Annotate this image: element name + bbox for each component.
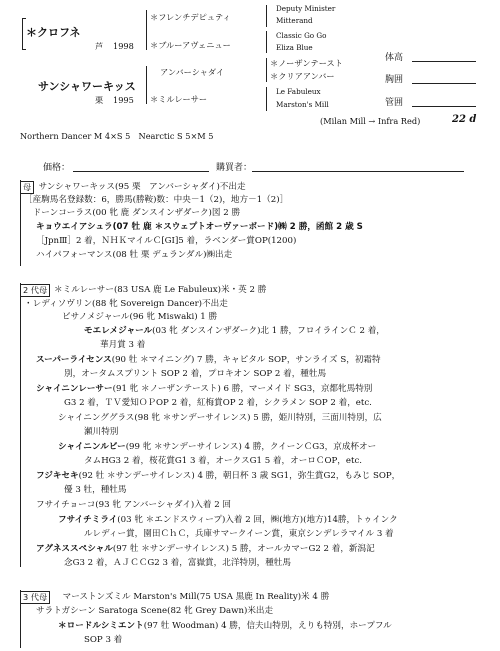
gen3-name: Classic Go Go — [276, 31, 327, 40]
section-line: サラトガシーン Saratoga Scene(82 牝 Grey Dawn)米出走 — [36, 606, 274, 616]
sire-sire: ＊フレンチデピュティ — [150, 12, 231, 22]
section-line: キョウエイアシュラ(07 牡 鹿 ＊スウェプトオーヴァーボード)㈱ 2 勝，函館 2 歳 S — [36, 222, 363, 232]
field-cannon-line — [412, 106, 476, 107]
section-rule — [20, 283, 21, 567]
buyer-label: 購買者： — [216, 163, 253, 173]
section-tag: 2 代母 — [20, 284, 50, 297]
section-line: 優 3 牡，種牡馬 — [64, 485, 127, 495]
bracket-line — [22, 18, 23, 50]
family-number: 22 d — [452, 114, 477, 125]
section-line: 念G3 2 着，ＡＪＣＣG2 3 着，富嶽賞，北洋特別，種牡馬 — [64, 558, 291, 568]
bracket-line — [146, 66, 147, 104]
field-girth-label: 胸囲 — [385, 75, 404, 85]
section-line: シャイニンググラス(98 牝 ＊サンデーサイレンス) 5 勝，姫川特別，三面川特別，広 — [58, 413, 382, 423]
section-line: アグネススペシャル(97 牡 ＊サンデーサイレンス) 5 勝，オールカマーG2 2 着，新潟記 — [36, 544, 375, 554]
section-line: ビサノメジャール(96 牝 Miswaki) 1 勝 — [62, 312, 218, 322]
section-line: G3 2 着，ＴＶ愛知ＯＰOP 2 着，紅梅賞OP 2 着，シクラメン SOP 2 着，etc. — [64, 398, 372, 408]
dam-coat: 栗 — [95, 95, 104, 105]
section-line: シャイニンレーサー(91 牝 ＊ノーザンテースト) 6 勝，マーメイド SG3，京都牝馬特別 — [36, 384, 373, 394]
section-line: ハイパフォーマンス(08 牡 栗 デュランダル)㈱出走 — [36, 250, 233, 260]
section-line: シャイニンルビー(99 牝 ＊サンデーサイレンス) 4 勝，クイーンＣG3，京成杯オー — [58, 442, 377, 452]
field-cannon-label: 管囲 — [385, 98, 404, 108]
field-height-line — [412, 61, 476, 62]
bracket-line — [266, 5, 267, 27]
section-line: ルレディー賞，園田ＣｈＣ，兵庫サマークイーン賞，東京シンデレラマイル 3 着 — [84, 529, 394, 539]
price-line[interactable] — [73, 171, 209, 172]
field-height-label: 体高 — [385, 53, 404, 63]
sire-name: ＊クロフネ — [26, 26, 81, 39]
price-label: 価格： — [43, 163, 71, 173]
dam-name: サンシャワーキッス — [38, 80, 136, 93]
gen3-name: Mitterand — [276, 16, 313, 25]
bracket-line — [146, 10, 147, 50]
section-line: 別，オータムスプリント SOP 2 着，プロキオン SOP 2 着，種牡馬 — [64, 369, 327, 379]
family-line: (Milan Mill → Infra Red) — [320, 116, 421, 126]
gen3-name: Marston's Mill — [276, 100, 329, 109]
buyer-line[interactable] — [252, 171, 464, 172]
section-line: ・レディソヴリン(88 牝 Sovereign Dancer)不出走 — [24, 299, 228, 309]
gen3-name: Deputy Minister — [276, 4, 336, 13]
dam-sire: アンバーシャダイ — [160, 67, 225, 77]
gen3-name: ＊ノーザンテースト — [270, 58, 343, 68]
section-line: 華月賞 3 着 — [100, 340, 146, 350]
bracket-line — [266, 58, 267, 82]
sire-coat: 芦 — [95, 41, 104, 51]
section-line: 瀬川特別 — [84, 427, 119, 437]
section-line: ［JpnⅢ］2 着，ＮＨＫマイルＣ[GⅠ]5 着，ラベンダー賞OP(1200) — [36, 236, 297, 246]
gen3-name: Eliza Blue — [276, 43, 313, 52]
section-line: フサイチミライ(03 牝 ＊エンドスウィープ)入着 2 回，㈱(地方)(地方)14勝，トゥインク — [58, 515, 398, 525]
section-line: タムHG3 2 着，桜花賞G1 3 着，オークスG1 5 着，オーロＣOP，etc. — [84, 456, 362, 466]
section-line: サンシャワーキッス(95 栗 アンバーシャダイ)不出走 — [30, 182, 246, 192]
bracket-line — [22, 18, 26, 19]
section-line: フジキセキ(92 牡 ＊サンデーサイレンス) 4 勝，朝日杯 3 歳 SG1，弥生賞G2，もみじ SOP， — [36, 471, 401, 481]
section-line: ＊ミルレーサー(83 USA 鹿 Le Fabuleux)米・英 2 勝 — [54, 285, 267, 295]
section-line: マーストンズミル Marston's Mill(75 USA 黒鹿 In Reality)米 4 勝 — [54, 592, 330, 602]
dam-dam: ＊ミルレーサー — [150, 94, 208, 104]
section-line: スーパーライセンス(90 牡 ＊マイニング) 7 勝，キャピタル SOP，サンライズ S，初霜特 — [36, 355, 381, 365]
section-tag: 母 — [20, 181, 34, 194]
section-tag: 3 代母 — [20, 591, 50, 604]
gen3-name: ＊クリアアンバー — [270, 71, 335, 81]
section-line: ＊ロードルシミエント(97 牡 Woodman) 4 勝，信夫山特別，えりも特別，ホープフル — [58, 621, 392, 631]
bracket-line — [266, 87, 267, 111]
section-line: ドーンコーラス(00 牝 鹿 ダンスインザダーク)図 2 勝 — [24, 208, 241, 218]
section-line: ［産駒馬名登録数：6，勝馬(勝鞍)数：中央－1（2)，地方－1（2)］ — [24, 195, 289, 205]
gen3-name: Le Fabuleux — [276, 87, 321, 96]
inbreeding: Northern Dancer M 4×S 5 Nearctic S 5×M 5 — [20, 131, 214, 141]
sire-dam: ＊ブルーアヴェニュー — [150, 40, 231, 50]
field-girth-line — [412, 83, 476, 84]
sire-year: 1998 — [113, 41, 134, 51]
bracket-line — [266, 31, 267, 53]
section-line: モエレメジャール(03 牝 ダンスインザダーク)北 1 勝，フロイラインＣ 2 着， — [84, 326, 385, 336]
dam-year: 1995 — [113, 95, 134, 105]
section-line: フサイチョーコ(93 牝 アンバーシャダイ)入着 2 回 — [36, 500, 231, 510]
section-line: SOP 3 着 — [84, 635, 123, 645]
bracket-line — [22, 49, 26, 50]
